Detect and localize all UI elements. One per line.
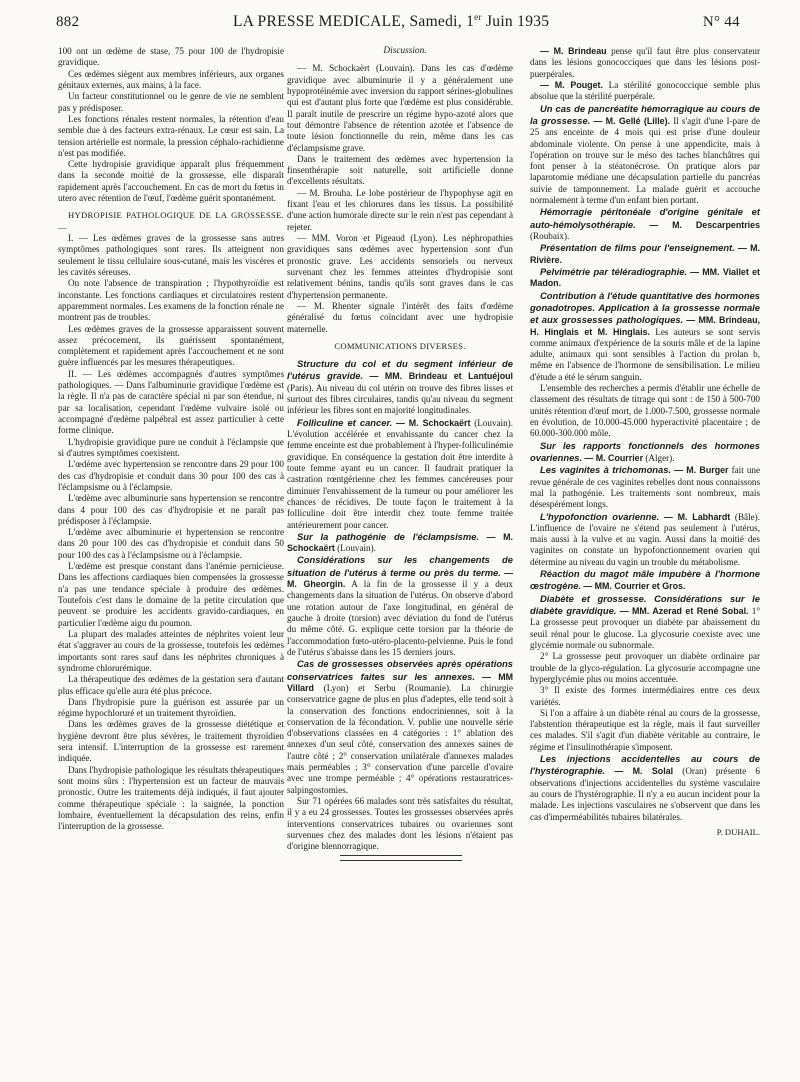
journal-title [233,12,549,31]
communication-entry [530,46,760,80]
communication-authors: — MM. Azerad et René Sobal. [619,606,749,616]
communication-title: Les vaginites à trichomonas. [540,464,672,476]
paragraph: Dans l'hydropisie pure la guérison est assurée par un régime hypochloruré et un traitement thyroïdien. [58,696,284,719]
paragraph: II. — Les œdèmes accompagnés d'autres symptômes pathologiques. — Dans l'albuminurie gravidique l'œdème est la règle. Il n'a pas de caractère spécial ni par son étendue, ni par sa localisation, cependant l'œdème vulvaire isolé ou accompagné d'œdème palpébral est assez particulier à cette forme clinique. [58,368,284,436]
communication-title: Diabète et grossesse. Considérations sur le diabète gravidique. [530,592,760,616]
communication-authors: — M. Rivière. [530,243,760,265]
communication-text: (Paris). Au niveau du col utérin on trouve des fibres lisses et surtout des fibres circulaires, tandis qu'au niveau du segment inférieur les fibres sont en majorité longitudinales. [287,382,513,416]
communication-text: Les auteurs se sont servis comme animaux d'expérience de la souris mâle et de la lapine adulte, animaux qui sont sensibles à l'action du prolan b, même en l'absence de l'hormone de sensibilisation. Le milieu d'étude a été le sérum sanguin. [530,326,760,382]
paragraph: — MM. Voron et Pigeaud (Lyon). Les néphropathies gravidiques sans œdèmes avec hypertension sont d'un pronostic grave. Les accidents sensoriels ou nerveux survenant chez les femmes atteintes d'hydropisie sont relativement bénins, tandis qu'ils sont graves dans le cas d'hypertension permanente. [287,233,513,300]
communication-text: fait une revue générale de ces vaginites rebelles dont nous connaissons mal la pathogénie. Les traitements sont nombreux, mais désespérément longs. [530,465,761,510]
communication-text: La stérilité gonococcique semble plus absolue que la stérilité puerpérale. [530,79,760,102]
communication-entry [530,290,760,384]
column-1 [58,46,284,833]
communication-authors: — M. Schockaërt [395,417,471,428]
communication-entry [530,685,760,708]
paragraph: Dans l'hydropisie pathologique les résultats thérapeutiques sont moins sûrs : l'hypertension est un facteur de mauvais pronostic. Outre les traitements déjà indiqués, il faut ajouter comme thérapeutique spéciale : la saignée, la ponction lombaire, éventuellement la décapsulation des reins, enfin l'interruption de la grossesse. [58,764,284,832]
communication-text: (Louvain). [337,543,376,554]
communication-entry [530,383,760,440]
page-header [56,12,740,34]
communication-entry [530,266,760,290]
issue-number: N° 44 [702,14,740,31]
paragraph: Ces œdèmes siègent aux membres inférieurs, aux organes génitaux externes, aux mains, à la face. [58,68,284,90]
paragraph: L'œdème est presque constant dans l'anémie pernicieuse. Dans les affections cardiaques bien compensées la grossesse n'a pas une tendance spéciale à produire des œdèmes. Toutefois c'est dans le domaine de la petite circulation que peuvent se produire les accidents gravido-cardiaques, en particulier l'œdème aigu du poumon. [58,561,284,628]
paragraph: L'œdème avec albuminurie sans hypertension se rencontre dans 4 pour 100 des cas d'hydropisie et ne paraît pas prédisposer à l'éclampsie. [58,493,284,526]
communication-authors: — MM. Viallet et Madon. [530,266,760,289]
communication-entry [530,593,760,652]
communication-title: L'hypofonction ovarienne. [540,510,660,522]
communication-text: 3° Il existe des formes intermédiaires entre ces deux variétés. [530,685,760,707]
communication-authors: — M. Gellé (Lille). [593,115,671,126]
communication-text: Si l'on a affaire à un diabète rénal au cours de la grossesse, l'abstention thérapeutique est la règle, mais il faut surveiller ces malades. S'il s'agit d'un diabète véritable au contraire, le régime et l'insulinothérapie s'imposent. [530,707,760,752]
paragraph: — M. Schockaërt (Louvain). Dans les cas d'œdème gravidique avec albuminurie il y a généralement une hypoprotéinémie avec inversion du rapport sérines-globulines qui est d'autant plus forte que l'œdème est plus considérable. Il paraît inutile de prescrire un régime hypo-azoté alors que tout démontre l'absence de rétention azotée et l'absence de toute lésion fonctionnelle du rein, même dans les cas d'éclampsisme grave. [287,63,513,153]
communication-title: Cas de grossesses observées après opérations conservatrices faites sur les annexes. [287,658,513,682]
communication-title: Structure du col et du segment inférieur de l'utérus gravide. [287,358,513,382]
communication-text: (Lyon) et Serbu (Roumanie). La chirurgie conservatrice gagne de plus en plus d'adeptes, elle tend soit à la conservation des fonctions endocriniennes, soit à la conservation de la fécondation. V. publie une nouvelle série d'observations classées en 4 catégories : 1° ablation des annexes d'un seul côté, conservation des annexes saines de l'autre côté ; 2° conservation unilatérale d'annexes malades mais perméables ; 3° conservation d'une parcelle d'ovaire avec une trompe perméable ; 4° opérations restauratrices-salpingostomies. [287,682,514,795]
communication-authors: — M. Solal [614,766,674,777]
communication-authors: — M. Brindeau [540,46,607,56]
communication-entry [530,440,760,465]
communication-title: Considérations sur les changements de situation de l'utérus à terme ou près du terme. [287,554,513,578]
communication-title: Un cas de pancréatite hémorragique au cours de la grossesse. [530,102,760,126]
communication-title: Sur les rapports fonctionnels des hormones ovariennes. [530,439,760,463]
paragraph: On note l'absence de transpiration ; l'hypothyroïdie est inconstante. Les fonctions cardiaques et circulatoires restent apparemment normales. Les examens de la fonction rénale ne montrent pas de troubles. [58,278,284,323]
communication-entry [287,531,513,555]
communication-authors: — M. Pouget. [540,79,603,90]
paragraph: 100 ont un œdème de stase, 75 pour 100 de l'hydropisie gravidique. [58,46,284,68]
communication-title: Réaction du magot mâle impubère à l'hormone œstrogène. [530,568,760,592]
communication-authors: — MM. Brindeau, H. Hinglais et M. Hinglais. [530,315,760,337]
communication-text: (Louvain). L'évolution accélérée et envahissante du cancer chez la femme enceinte est due probablement à l'hyper-folliculinémie gravidique. En conséquence la gestation doit être interdite à toute femme ayant eu un cancer. Il faudrait pratiquer la castration rœntgérienne chez les femmes cancéreuses pour diminuer l'envahissement de la tumeur ou pour améliorer les chances de récidives. De toute façon le traitement à la folliculine doit être interdit chez toute femme traitée antérieurement pour cancer. [287,417,513,530]
communication-title: Présentation de films pour l'enseignement. [540,242,735,254]
communications-list [287,358,513,852]
communication-title: Les injections accidentelles au cours de l'hystérographie. [530,753,760,777]
communication-text: Sur 71 opérées 66 malades sont très satisfaites du résultat, il y a eu 24 grossesses. Toutes les grossesses observées après interventions conservatrices tubaires ou ovariennes sont survenues chez des malades dont les lésions n'étaient pas d'origine blennorragique. [287,796,513,852]
communication-text: A la fin de la grossesse il y a deux changements dans la situation de l'utérus. On observe d'abord une rotation autour de l'axe longitudinal, en général de gauche à droite (torsion) avec déviation du fond de l'utérus du même côté. G. explique cette torsion par la théorie de l'accommodation fœto-utéro-placento-pelvienne. Puis le fond de l'utérus s'abaisse dans les 15 derniers jours. [287,579,513,657]
paragraph: L'hydropisie gravidique pure ne conduit à l'éclampsie que si d'autres symptômes coexistent. [58,436,284,458]
communication-entry [530,753,760,823]
communication-authors: — M. Descarpentries [649,219,760,230]
column-3 [530,46,760,838]
communication-text: (Bâle). L'influence de l'ovaire ne s'étend pas seulement à l'utérus, mais aussi à la vulve et au vagin. Aussi dans la moitié des vaginites on constate un hypofonctionnement ovarien qui détermine au niveau du vagin un trouble du métabolisme. [530,511,760,567]
paragraph: Dans le traitement des œdèmes avec hypertension la finsenthérapie soit naturelle, soit artificielle donne d'excellents résultats. [287,153,513,187]
page-number: 882 [56,14,80,31]
journal-title-sup: er [474,12,482,22]
communication-entry [287,554,513,658]
paragraph: La plupart des malades atteintes de néphrites voient leur état s'aggraver au cours de la grossesse, toutefois les œdèmes importants sont rares sauf dans les néphrites chroniques à syndrome chlorurémique. [58,628,284,673]
communication-entry [530,242,760,266]
communication-title: Hémorragie péritonéale d'origine génitale et auto-hémolysothérapie. [530,206,760,230]
communication-authors: — M. Burger [674,465,729,476]
paragraph: Cette hydropisie gravidique apparaît plus fréquemment dans la seconde moitié de la grossesse, elle disparaît rapidement après l'accouchement. En cas de mort du fœtus in utero avec rétention de l'œuf, l'œdème guérit spontanément. [58,159,284,204]
communication-entry [287,658,513,796]
communication-text: 1° La grossesse peut provoquer un diabète par abaissement du seuil rénal pour le glucose. La glycosurie coexiste avec une glycémie normale ou subnormale. [530,606,761,650]
paragraph: Dans les œdèmes graves de la grossesse diététique et hygiène devront être plus sévères, le traitement thyroïdien sera intensif. L'interruption de la grossesse est rarement indiquée. [58,719,284,764]
communication-authors: — M. Courrier [584,452,644,463]
communication-entry [530,206,760,242]
communication-entry [530,464,760,510]
paragraph: L'œdème avec albuminurie et hypertension se rencontre dans 20 pour 100 des cas d'hydropisie et conduit dans 50 pour 100 des cas à l'éclampsisme ou à l'éclampsie. [58,527,284,560]
communication-entry [287,796,513,853]
paragraph: Les fonctions rénales restent normales, la rétention d'eau semble due à des facteurs extra-rénaux. Le cœur est sain. La tension artérielle est normale, la pression céphalo-rachidienne n'est pas modifiée. [58,113,284,158]
end-rule [340,860,462,861]
author-signature: P. DUHAIL. [716,826,760,837]
communication-text: (Oran) présente 6 observations d'injections accidentelles du système vasculaire au cours de l'hystérographie. Il n'y a eu aucun incident pour la malade. Les injections vasculaires ne s'observent que dans les cas d'imperméabilités tubaires bilatérales. [530,766,760,822]
journal-title-main: LA PRESSE MEDICALE, Samedi, 1 [232,13,475,31]
communication-authors: — MM. Courrier et Gros. [583,581,686,592]
paragraph: L'œdème avec hypertension se rencontre dans 29 pour 100 des cas d'hydropisie et conduit dans 30 pour 100 des cas à l'éclampsisme ou à l'éclampsie. [58,459,284,492]
communication-authors: — M. Labhardt [663,511,731,522]
discussion-title: Discussion. [383,46,427,56]
journal-title-date: Juin 1935 [481,13,550,31]
communication-entry [287,358,513,417]
column-2 [287,46,513,853]
communication-entry [287,417,513,531]
communication-text: Il s'agit d'une I-pare de 25 ans enceinte de 4 mois qui est prise d'une douleur abdominale violente. On pense à une appendicite, mais à l'opération on trouve sur le méso des taches blanchâtres qui font penser à la stéatonécrose. On pratique alors par laparotomie médiane une décapsulation partielle du pancréas suivie de tamponnement. La malade guérit et accouche normalement à terme d'un enfant bien portant. [530,115,761,206]
paragraph: — M. Brouha. Le lobe postérieur de l'hypophyse agit en fixant l'eau et les chlorures dans les tissus. La possibilité d'une action humorale directe sur le rein n'est pas cependant à rejeter. [287,187,513,232]
paragraph: Les œdèmes graves de la grossesse apparaissent souvent assez précocement, ils guérissent spontanément, complètement et rapidement après l'accouchement et ne sont guère influencés par les mesures thérapeutiques. [58,323,284,368]
section-heading: HYDROPISIE PATHOLOGIQUE DE LA GROSSESSE. — [58,210,284,232]
communication-text: L'ensemble des recherches a permis d'établir une échelle de classement des résultats de titrage qui sont : de 150 à 500-700 unités rétention d'œuf mort, de 1.000-7.500, grossesse normale en évolution, de 10.000-45.000 hyperactivité placentaire ; de 60.000-300.000 môle. [530,383,760,439]
paragraph: Un facteur constitutionnel ou le genre de vie ne semblent pas y prédisposer. [58,91,284,113]
communication-title: Pelvimétrie par téléradiographie. [540,265,688,277]
communication-authors: — M. Schockaërt [287,531,514,554]
communication-authors: — M. Gheorgin. [287,567,514,590]
communications-title: COMMUNICATIONS DIVERSES. [334,340,466,351]
paragraph: I. — Les œdèmes graves de la grossesse sans autres symptômes pathologiques sont rares. Ils atteignent non seulement le tissu cellulaire sous-cutané, mais les viscères et les cavités séreuses. [58,233,284,277]
communication-title: Sur la pathogénie de l'éclampsisme. [297,530,480,542]
paragraph: La thérapeutique des œdèmes de la gestation sera d'autant plus efficace qu'elle aura été plus précoce. [58,674,284,696]
communication-entry [530,708,760,753]
communication-text: (Roubaix). [530,231,570,241]
communication-authors: — MM Villard [287,671,513,693]
communication-text: (Alger). [645,452,675,463]
end-rule [340,855,462,856]
communication-entry [530,568,760,593]
communication-entry [530,651,760,685]
communication-text: pense qu'il faut être plus conservateur dans les lésions gonococciques que dans les lésions post-puerpérales. [530,46,760,79]
communication-entry [530,103,760,207]
communication-authors: — MM. Brindeau et Lantuéjoul [369,371,513,382]
communication-entry [530,80,760,103]
communication-text: 2° La grossesse peut provoquer un diabète ordinaire par trouble de la glyco-régulation. La glycosurie accompagne une hyperglycémie plus ou moins accentuée. [530,651,760,684]
communications-list-continued [530,46,760,823]
communication-entry [530,511,760,569]
communication-title: Contribution à l'étude quantitative des hormones gonadotropes. Application à la grossesse normale et aux grossesses pathologiques. [530,289,760,326]
communication-title: Folliculine et cancer. [297,416,393,428]
paragraph: — M. Rhenter signale l'intérêt des faits d'œdème généralisé du fœtus coïncidant avec une hydropisie maternelle. [287,300,513,334]
